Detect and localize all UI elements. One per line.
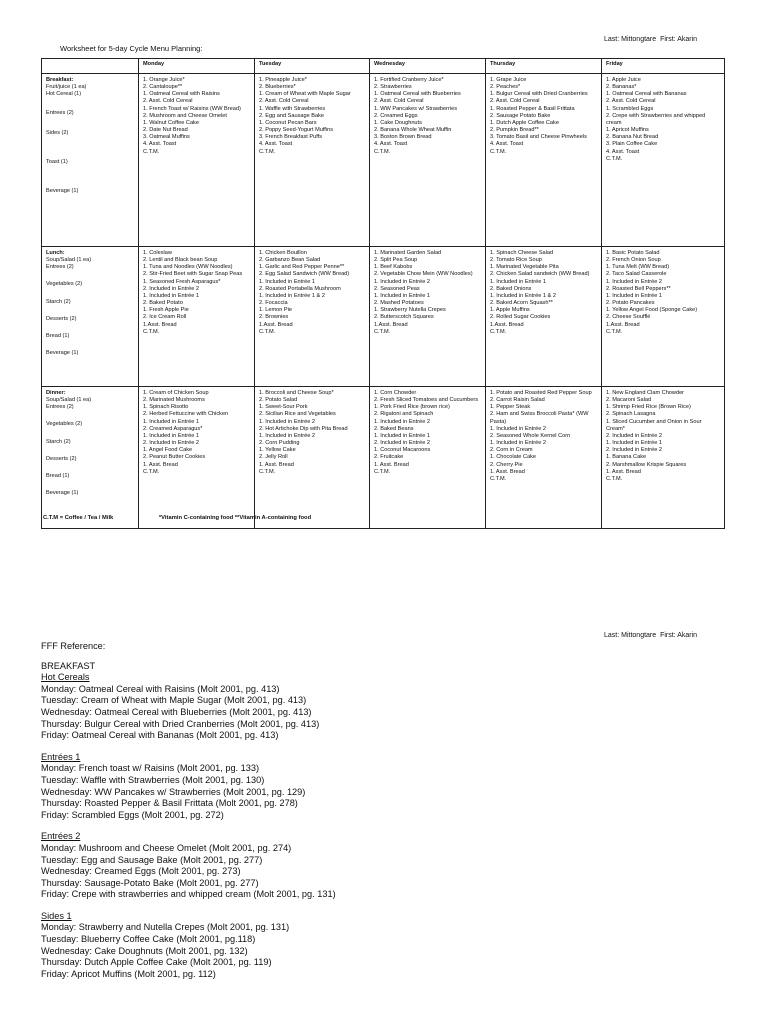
menu-item: 4. Asst. Toast xyxy=(374,141,408,148)
column-header: Friday xyxy=(602,59,725,74)
ctm-legend: C.T.M = Coffee / Tea / Milk xyxy=(43,515,114,521)
menu-item: 1. Included in Entrée 2 xyxy=(490,425,546,432)
menu-row xyxy=(42,387,725,529)
menu-item: 2. Baked Onions xyxy=(490,285,532,292)
menu-item: 3. Tomato Basil and Cheese Pinwheels xyxy=(490,134,587,141)
menu-item: 1. Included in Entrée 1 & 2 xyxy=(490,292,556,299)
worksheet-title: Worksheet for 5-day Cycle Menu Planning: xyxy=(60,44,203,53)
course-label: Starch (2) xyxy=(46,438,71,445)
menu-item: C.T.M. xyxy=(490,148,507,155)
menu-item: C.T.M. xyxy=(490,328,507,335)
menu-item: 1. Bulgur Cereal with Dried Cranberries xyxy=(490,91,588,98)
menu-item: 1. Included in Entrée 2 xyxy=(606,278,662,285)
menu-item: 1. Roasted Pepper & Basil Frittata xyxy=(490,105,575,112)
menu-item: 1.Asst. Bread xyxy=(374,321,408,328)
menu-item: 2. Seasoned Peas xyxy=(374,285,420,292)
reference-line: Thursday: Roasted Pepper & Basil Frittata (Molt 2001, pg. 278) xyxy=(41,798,298,809)
reference-line: Monday: Oatmeal Cereal with Raisins (Molt 2001, pg. 413) xyxy=(41,683,280,694)
reference-line: Friday: Apricot Muffins (Molt 2001, pg. 112) xyxy=(41,968,216,979)
name-header xyxy=(604,36,697,43)
menu-item: C.T.M. xyxy=(374,148,391,155)
menu-item: 2. Focaccia xyxy=(259,300,288,307)
menu-item: 2. Potato Pancakes xyxy=(606,300,655,307)
menu-item: 1. Corn Chowder xyxy=(374,390,417,396)
meal-label-cell xyxy=(42,387,139,529)
menu-row xyxy=(42,74,725,247)
menu-item: 2. Blueberries* xyxy=(259,84,296,91)
menu-cell xyxy=(486,74,602,247)
reference-line: Tuesday: Blueberry Coffee Cake (Molt 2001, pg.118) xyxy=(41,934,256,945)
meal-label-cell xyxy=(42,247,139,387)
course-label: Vegetables (2) xyxy=(46,421,83,428)
menu-item: 1. Spinach Cheese Salad xyxy=(490,250,554,256)
menu-item: 2. Banana Nut Bread xyxy=(606,134,659,141)
menu-item: 2. Banana Whole Wheat Muffin xyxy=(374,127,452,134)
menu-item: 2. Crepe with Strawberries and whipped cream xyxy=(606,112,706,126)
meal-heading: BREAKFAST xyxy=(41,660,96,671)
reference-subsection xyxy=(41,831,336,901)
menu-item: 1. Grape Juice xyxy=(490,77,527,83)
vitamin-legend: *Vitamin C-containing food **Vitamin A-containing food xyxy=(158,515,312,521)
reference-line: Monday: Mushroom and Cheese Omelet (Molt 2001, pg. 274) xyxy=(41,842,292,853)
course-label: Beverage (1) xyxy=(46,187,79,194)
menu-item: 2. Herbed Fettuccine with Chicken xyxy=(143,411,229,418)
menu-item: 2. Chicken Salad sandwich (WW Bread) xyxy=(490,271,590,278)
menu-item: 2. Baked Potato xyxy=(143,300,183,307)
menu-item: 1. Spinach Risotto xyxy=(143,404,189,411)
reference-subsection xyxy=(41,752,336,822)
menu-item: 2. Fruitcake xyxy=(374,454,404,461)
menu-item: 1. Fortified Cranberry Juice* xyxy=(374,77,444,83)
menu-item: 1. Included in Entrée 1 xyxy=(259,278,315,285)
menu-cell xyxy=(486,247,602,387)
menu-item: 1. Marinated Vegetable Pita xyxy=(490,264,559,271)
menu-item: 2. Rigatoni and Spinach xyxy=(374,411,434,418)
subsection-heading: Sides 1 xyxy=(41,910,72,921)
menu-item: 1. Cream of Wheat with Maple Sugar xyxy=(259,91,351,98)
course-label: Beverage (1) xyxy=(46,490,79,497)
menu-item: 2. Tomato Rice Soup xyxy=(490,257,542,264)
menu-item: 3. Boston Brown Bread xyxy=(374,134,432,141)
menu-item: 1. Included in Entrée 1 xyxy=(143,292,199,299)
menu-item: 1. Yellow Angel Food (Sponge Cake) xyxy=(606,307,698,314)
menu-item: 2. Cheese Soufflé xyxy=(606,314,651,321)
menu-item: 2. French Onion Soup xyxy=(606,257,661,264)
menu-item: 1. Marinated Garden Salad xyxy=(374,250,442,256)
menu-item: 1. Basic Potato Salad xyxy=(606,250,660,256)
menu-item: 1. Walnut Coffee Cake xyxy=(143,119,199,126)
menu-item: 2. Taco Salad Casserole xyxy=(606,271,667,278)
menu-item: C.T.M. xyxy=(374,328,391,335)
menu-item: 2. Carrot Raisin Salad xyxy=(490,397,545,404)
menu-item: 1. Angel Food Cake xyxy=(143,447,193,454)
menu-item: 2. Peanut Butter Cookies xyxy=(143,454,206,461)
menu-item: 2. Hot Artichoke Dip with Pita Bread xyxy=(259,425,348,432)
menu-cell xyxy=(370,387,486,529)
menu-cell xyxy=(139,74,255,247)
menu-item: 4. Asst. Toast xyxy=(143,141,177,148)
menu-item: 1. Lemon Pie xyxy=(259,307,292,314)
menu-item: 2. Corn Pudding xyxy=(259,440,300,447)
menu-item: 2. Cherry Pie xyxy=(490,461,523,468)
reference-subsection xyxy=(41,911,336,981)
menu-cell xyxy=(602,247,725,387)
menu-item: 4. Asst. Toast xyxy=(606,148,640,155)
menu-item: 2. Butterscotch Squares xyxy=(374,314,434,321)
menu-cell xyxy=(370,74,486,247)
menu-item: 3. Oatmeal Muffins xyxy=(143,134,190,141)
menu-item: 4. Asst. Toast xyxy=(490,141,524,148)
menu-item: 1. Apple Muffins xyxy=(490,307,530,314)
course-label: Desserts (2) xyxy=(46,315,77,322)
course-label: Desserts (2) xyxy=(46,455,77,462)
menu-cell xyxy=(255,387,370,529)
menu-item: 1. Sweet-Sour Pork xyxy=(259,404,308,411)
menu-item: 1. Included in Entrée 1 & 2 xyxy=(259,292,325,299)
menu-item: 1. Tuna Melt (WW Bread) xyxy=(606,264,670,271)
meal-title: Lunch: xyxy=(46,250,65,256)
menu-item: 1. Included in Entrée 2 xyxy=(259,418,315,425)
reference-line: Tuesday: Cream of Wheat with Maple Sugar (Molt 2001, pg. 413) xyxy=(41,695,307,706)
menu-item: 1. Yellow Cake xyxy=(259,447,296,454)
menu-item: 1. Asst. Bread xyxy=(606,468,641,475)
menu-item: 1.Asst. Bread xyxy=(606,321,640,328)
reference-section xyxy=(41,641,336,980)
menu-item: 2. Corn in Cream xyxy=(490,447,533,454)
menu-cell xyxy=(602,387,725,529)
last-name-label: Last: xyxy=(604,632,620,639)
menu-item: C.T.M. xyxy=(606,475,623,482)
menu-item: 3. Plain Coffee Cake xyxy=(606,141,658,148)
menu-item: C.T.M. xyxy=(259,148,276,155)
reference-line: Friday: Crepe with strawberries and whipped cream (Molt 2001, pg. 131) xyxy=(41,889,336,900)
menu-item: 1. Banana Cake xyxy=(606,454,647,461)
menu-item: 2. Cantaloupe** xyxy=(143,84,183,91)
menu-cell xyxy=(255,74,370,247)
menu-item: 2. Seasoned Whole Kernel Corn xyxy=(490,432,571,439)
menu-item: 2. Strawberries xyxy=(374,84,412,91)
menu-item: 1.Asst. Bread xyxy=(490,321,524,328)
reference-line: Wednesday: Cake Doughnuts (Molt 2001, pg. 132) xyxy=(41,945,248,956)
menu-item: 1. Shrimp Fried Rice (Brown Rice) xyxy=(606,404,691,411)
menu-item: C.T.M. xyxy=(143,328,160,335)
menu-item: 1. Included in Entrée 2 xyxy=(490,440,546,447)
menu-item: 1. Tuna and Noodles (WW Noodles) xyxy=(143,264,233,271)
column-header: Wednesday xyxy=(370,59,486,74)
reference-line: Friday: Scrambled Eggs (Molt 2001, pg. 272) xyxy=(41,809,224,820)
course-label: Soup/Salad (1 ea) xyxy=(46,257,92,264)
reference-line: Wednesday: Creamed Eggs (Molt 2001, pg. 273) xyxy=(41,866,241,877)
menu-item: 1. Oatmeal Cereal with Blueberries xyxy=(374,91,461,98)
menu-item: 2. Split Pea Soup xyxy=(374,257,418,264)
menu-item: 2. Roasted Portabella Mushroom xyxy=(259,285,341,292)
reference-line: Tuesday: Egg and Sausage Bake (Molt 2001, pg. 277) xyxy=(41,854,263,865)
menu-item: 1.Asst. Bread xyxy=(143,321,177,328)
menu-item: 1. Included in Entrée 1 xyxy=(374,432,430,439)
menu-item: 2. Mushroom and Cheese Omelet xyxy=(143,112,227,119)
menu-item: 4. Asst. Toast xyxy=(259,141,293,148)
column-header: Tuesday xyxy=(255,59,370,74)
menu-item: C.T.M. xyxy=(606,155,623,162)
menu-item: 1. Scrambled Eggs xyxy=(606,105,654,112)
reference-subsection xyxy=(41,672,336,742)
corner-cell xyxy=(42,59,139,74)
menu-item: 2. Rolled Sugar Cookies xyxy=(490,314,551,321)
menu-item: 1. Seasoned Fresh Asparagus* xyxy=(143,278,221,285)
menu-item: 1. Included in Entrée 1 xyxy=(606,440,662,447)
last-name-value: Mittongtare xyxy=(621,632,657,639)
menu-item: 2. Sausage Potato Bake xyxy=(490,112,551,119)
menu-item: 1. Included in Entrée 2 xyxy=(374,418,430,425)
menu-item: 1. Sliced Cucumber and Onion in Sour Cream* xyxy=(606,418,702,432)
reference-line: Thursday: Bulgur Cereal with Dried Cranberries (Molt 2001, pg. 413) xyxy=(41,718,320,729)
menu-item: 2. Ice Cream Roll xyxy=(143,314,187,321)
menu-item: 2. Garbanzo Bean Salad xyxy=(259,257,321,264)
menu-item: 1. Cream of Chicken Soup xyxy=(143,390,209,396)
menu-item: 1. Coleslaw xyxy=(143,250,172,256)
reference-title: FFF Reference: xyxy=(41,641,106,651)
menu-item: 2. Included in Entrée 2 xyxy=(606,432,662,439)
menu-item: 1. Beef Kabobs xyxy=(374,264,413,271)
footnote xyxy=(43,515,311,521)
menu-item: C.T.M. xyxy=(259,328,276,335)
menu-item: 1. Dutch Apple Coffee Cake xyxy=(490,119,559,126)
column-header: Thursday xyxy=(486,59,602,74)
menu-item: 1. Apricot Muffins xyxy=(606,127,649,134)
course-label: Beverage (1) xyxy=(46,350,79,357)
course-label: Sides (2) xyxy=(46,129,69,136)
course-label: Fruit/juice (1 ea) xyxy=(46,84,87,91)
meal-title: Breakfast: xyxy=(46,77,74,83)
menu-item: C.T.M. xyxy=(490,475,507,482)
subsection-heading: Hot Cereals xyxy=(41,672,90,683)
menu-item: 2. Egg Salad Sandwich (WW Bread) xyxy=(259,271,350,278)
course-label: Entrees (2) xyxy=(46,110,74,117)
reference-line: Friday: Oatmeal Cereal with Bananas (Molt 2001, pg. 413) xyxy=(41,730,279,741)
menu-item: 2. Asst. Cold Cereal xyxy=(374,98,424,105)
menu-item: 1. Fresh Apple Pie xyxy=(143,307,189,314)
menu-item: 2. Brownies xyxy=(259,314,289,321)
menu-item: 2. Peaches* xyxy=(490,84,521,91)
last-name-label: Last: xyxy=(604,36,620,43)
menu-item: 1. Waffle with Strawberries xyxy=(259,105,326,112)
menu-item: 3. French Breakfast Puffs xyxy=(259,134,323,141)
last-name-value: Mittongtare xyxy=(621,36,657,43)
course-label: Entrees (2) xyxy=(46,404,74,411)
menu-table xyxy=(41,58,725,529)
menu-item: 1. Potato and Roasted Red Pepper Soup xyxy=(490,390,592,396)
menu-item: 2. Potato Salad xyxy=(259,397,298,404)
menu-item: 1. Coconut Pecan Bars xyxy=(259,119,317,126)
menu-item: C.T.M. xyxy=(374,468,391,475)
menu-item: 2. Included in Entrée 2 xyxy=(374,440,430,447)
menu-item: 2. Egg and Sausage Bake xyxy=(259,112,325,119)
menu-cell xyxy=(602,74,725,247)
menu-item: 2. Marinated Mushrooms xyxy=(143,397,205,404)
first-name-value: Akarin xyxy=(677,632,698,639)
menu-item: 2. Poppy Seed-Yogurt Muffins xyxy=(259,127,334,134)
menu-item: 1. Oatmeal Cereal with Raisins xyxy=(143,91,220,98)
menu-row xyxy=(42,247,725,387)
course-label: Starch (2) xyxy=(46,298,71,305)
menu-item: 2. Baked Beans xyxy=(374,425,414,432)
menu-item: 2. Mashed Potatoes xyxy=(374,300,424,307)
menu-item: 1. Asst. Bread xyxy=(490,468,525,475)
reference-line: Wednesday: Oatmeal Cereal with Blueberries (Molt 2001, pg. 413) xyxy=(41,706,312,717)
reference-line: Monday: Strawberry and Nutella Crepes (Molt 2001, pg. 131) xyxy=(41,922,290,933)
menu-item: 1.Asst. Bread xyxy=(259,321,293,328)
menu-item: 1. Strawberry Nutella Crepes xyxy=(374,307,446,314)
menu-item: 2. Jelly Roll xyxy=(259,454,288,461)
menu-item: 1. Included in Entrée 1 xyxy=(143,418,199,425)
menu-item: 1. Broccoli and Cheese Soup* xyxy=(259,390,334,396)
reference-line: Monday: French toast w/ Raisins (Molt 2001, pg. 133) xyxy=(41,763,260,774)
first-name-label: First: xyxy=(660,36,676,43)
menu-item: C.T.M. xyxy=(143,468,160,475)
menu-item: 1. Apple Juice xyxy=(606,77,641,83)
menu-item: 1. Pork Fried Rice (brown rice) xyxy=(374,404,450,411)
menu-item: 2. Creamed Eggs xyxy=(374,112,418,119)
menu-item: 2. Spinach Lasagna xyxy=(606,411,656,418)
reference-line: Thursday: Dutch Apple Coffee Cake (Molt 2001, pg. 119) xyxy=(41,957,272,968)
reference-line: Thursday: Sausage-Potato Bake (Molt 2001, pg. 277) xyxy=(41,877,259,888)
menu-item: 1. Asst. Bread xyxy=(259,461,294,468)
menu-item: 2. Date Nut Bread xyxy=(143,127,188,134)
menu-item: 1. Included in Entrée 1 xyxy=(143,432,199,439)
menu-item: 2. Sicilian Rice and Vegetables xyxy=(259,411,336,418)
menu-item: 1. Included in Entrée 1 xyxy=(606,292,662,299)
menu-item: 2. Ham and Swiss Broccoli Pasta* (WW Pasta) xyxy=(490,411,589,425)
menu-item: 1. Included in Entrée 1 xyxy=(490,278,546,285)
menu-item: 1. Garlic and Red Pepper Penne** xyxy=(259,264,345,271)
menu-item: 2. Vegetable Chow Mein (WW Noodles) xyxy=(374,271,473,278)
menu-item: 2. Asst. Cold Cereal xyxy=(606,98,656,105)
menu-item: 1. Orange Juice* xyxy=(143,77,185,83)
reference-line: Tuesday: Waffle with Strawberries (Molt 2001, pg. 130) xyxy=(41,774,265,785)
menu-item: 2. Asst. Cold Cereal xyxy=(490,98,540,105)
menu-cell xyxy=(139,387,255,529)
menu-cell xyxy=(139,247,255,387)
menu-item: 1. Oatmeal Cereal with Bananas xyxy=(606,91,687,98)
menu-item: 2. Pumpkin Bread** xyxy=(490,127,539,134)
menu-item: C.T.M. xyxy=(259,468,276,475)
menu-item: 1. WW Pancakes w/ Strawberries xyxy=(374,105,457,112)
meal-title: Dinner: xyxy=(46,390,66,396)
subsection-heading: Entrées 1 xyxy=(41,751,81,762)
course-label: Vegetables (2) xyxy=(46,281,83,288)
course-label: Bread (1) xyxy=(46,472,70,479)
menu-cell xyxy=(255,247,370,387)
first-name-label: First: xyxy=(660,632,676,639)
menu-item: 2. Bananas* xyxy=(606,84,637,91)
menu-item: 2. Stir-Fried Beet with Sugar Snap Peas xyxy=(143,271,243,278)
course-label: Toast (1) xyxy=(46,158,68,165)
menu-item: 2. Fresh Sliced Tomatoes and Cucumbers xyxy=(374,397,479,404)
menu-item: 1. Chocolate Cake xyxy=(490,454,537,461)
menu-item: 1. Asst. Bread xyxy=(374,461,409,468)
menu-item: 2. Creamed Asparagus* xyxy=(143,425,203,432)
menu-item: 2. Included in Entrée 2 xyxy=(143,285,199,292)
menu-item: 1. Asst. Bread xyxy=(143,461,178,468)
menu-item: 2. Lentil and Black bean Soup xyxy=(143,257,218,264)
menu-item: 2. Asst. Cold Cereal xyxy=(143,98,193,105)
menu-item: 1. Chicken Bouillon xyxy=(259,250,307,256)
menu-item: 1. Included in Entrée 2 xyxy=(259,432,315,439)
menu-item: 1. Pineapple Juice* xyxy=(259,77,307,83)
column-header: Monday xyxy=(139,59,255,74)
menu-item: 2. Marshmallow Krispie Squares xyxy=(606,461,687,468)
menu-item: 1. Pepper Steak xyxy=(490,404,531,411)
menu-item: C.T.M. xyxy=(606,328,623,335)
name-header-2 xyxy=(604,632,697,639)
menu-item: 2. Baked Acorn Squash** xyxy=(490,300,553,307)
menu-item: 1. Cake Doughnuts xyxy=(374,119,422,126)
subsection-heading: Entrées 2 xyxy=(41,831,81,842)
reference-line: Wednesday: WW Pancakes w/ Strawberries (Molt 2001, pg. 129) xyxy=(41,786,306,797)
menu-header-row xyxy=(42,59,725,74)
menu-cell xyxy=(370,247,486,387)
menu-item: 2. Included in Entrée 2 xyxy=(143,440,199,447)
menu-item: 1. Coconut Macaroons xyxy=(374,447,431,454)
menu-item: 1. Included in Entrée 1 xyxy=(374,292,430,299)
course-label: Hot Cereal (1) xyxy=(46,91,82,98)
menu-cell xyxy=(486,387,602,529)
menu-item: 2. Roasted Bell Peppers** xyxy=(606,285,671,292)
menu-item: 2. Asst. Cold Cereal xyxy=(259,98,309,105)
course-label: Entrees (2) xyxy=(46,264,74,271)
menu-item: 2. Macaroni Salad xyxy=(606,397,652,404)
menu-item: 1. New England Clam Chowder xyxy=(606,390,685,396)
course-label: Soup/Salad (1 ea) xyxy=(46,397,92,404)
meal-label-cell xyxy=(42,74,139,247)
first-name-value: Akarin xyxy=(677,36,698,43)
menu-item: 1. French Toast w/ Raisins (WW Bread) xyxy=(143,105,241,112)
menu-item: C.T.M. xyxy=(143,148,160,155)
menu-item: 2. Included in Entrée 2 xyxy=(606,447,662,454)
course-label: Bread (1) xyxy=(46,332,70,339)
menu-item: 1. Included in Entrée 2 xyxy=(374,278,430,285)
